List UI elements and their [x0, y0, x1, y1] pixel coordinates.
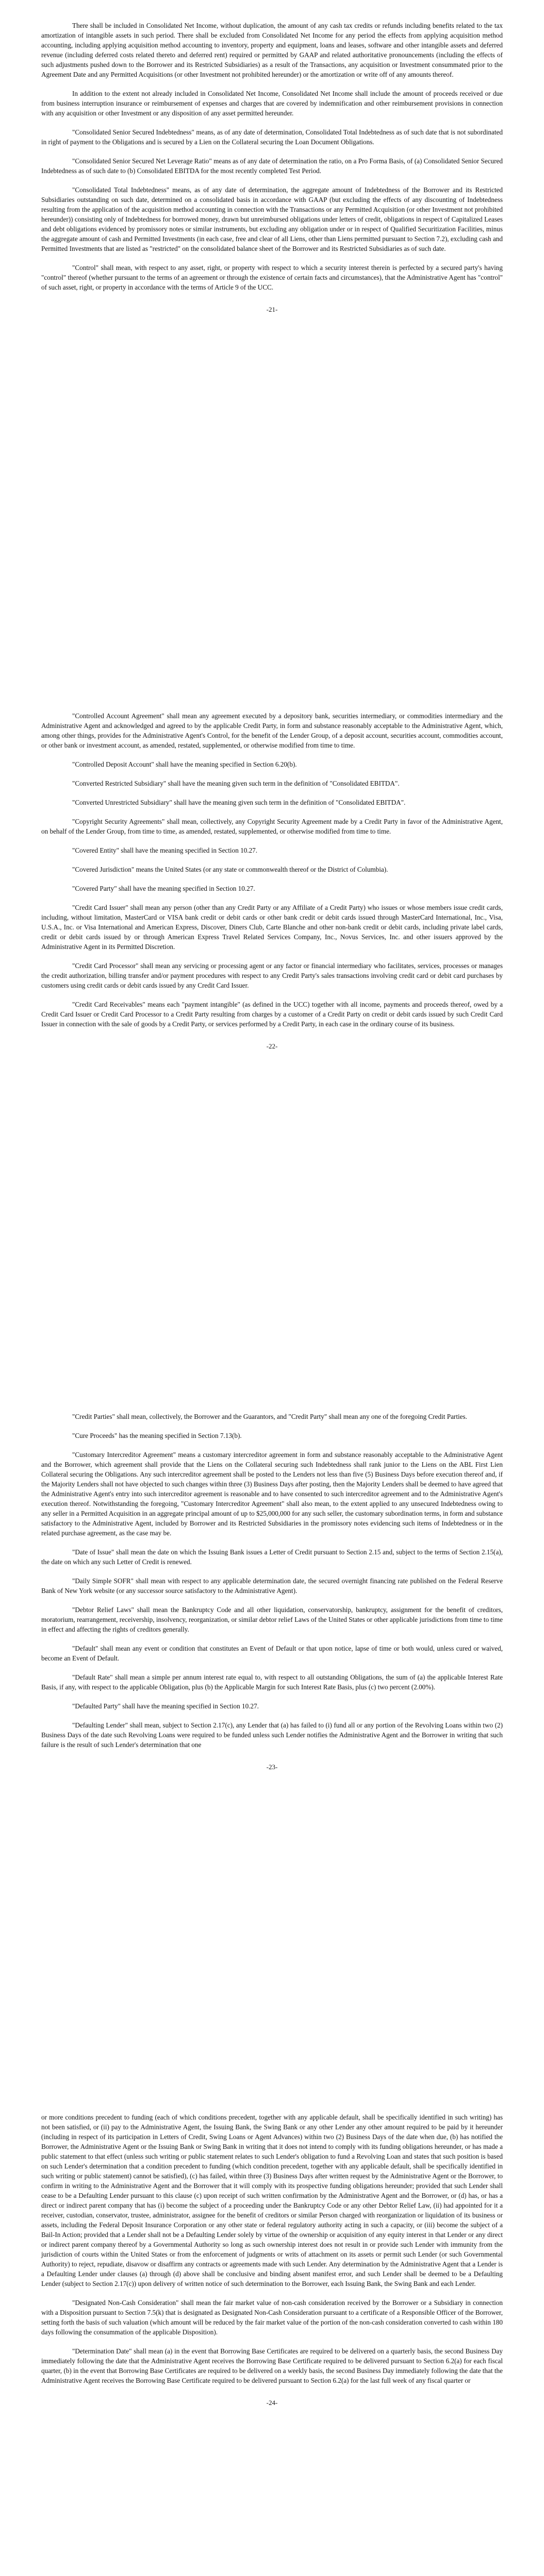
paragraph: There shall be included in Consolidated Net Income, without duplication, the amount of any cash tax credits or refunds including benefits related to the tax amortization of intangible assets in such period. There shall be excluded from Consolidated Net Income for any period the effects from applying acquisition method accounting, including applying acquisition method accounting to inventory, property and equipment, loans and leases, software and other intangible assets and deferred revenue (including deferred costs related thereto and deferred rent) required or permitted by GAAP and related authoritative pronouncements (including the effects of such adjustments pushed down to the Borrower and its Restricted Subsidiaries) as a result of the Transactions, any acquisition or Investment consummated prior to the Agreement Date and any Permitted Acquisitions (or other Investment not prohibited hereunder) or the amortization or write off of any amounts thereof.	[41, 22, 503, 78]
paragraph: In addition to the extent not already included in Consolidated Net Income, Consolidated Net Income shall include the amount of proceeds received or due from business interruption insurance or reimbursement of expenses and charges that are covered by indemnification and other reimbursement provisions in connection with any acquisition or other Investment or any disposition of any asset permitted hereunder.	[41, 90, 503, 117]
definition-paragraph: "Designated Non-Cash Consideration" shall mean the fair market value of non-cash consideration received by the Borrower or a Subsidiary in connection with a Disposition pursuant to Section 7.5(k) that is designated as Designated Non-Cash Consideration pursuant to a certificate of a Responsible Officer of the Borrower, setting forth the basis of such valuation (which amount will be reduced by the fair market value of the portion of the non-cash consideration converted to cash within 180 days following the consummation of the applicable Disposition).	[41, 2299, 503, 2336]
definition-paragraph: "Determination Date" shall mean (a) in the event that Borrowing Base Certificates are required to be delivered on a quarterly basis, the second Business Day immediately following the date that the Administrative Agent receives the Borrowing Base Certificate required to be delivered pursuant to Section 6.2(a) for each fiscal quarter, (b) in the event that Borrowing Base Certificates are required to be delivered on a weekly basis, the second Business Day immediately following the date that the Administrative Agent receives the Borrowing Base Certificate required to be delivered pursuant to Section 6.2(a) for the last full week of any fiscal quarter or	[41, 2347, 503, 2384]
definition-paragraph: "Default Rate" shall mean a simple per annum interest rate equal to, with respect to all outstanding Obligations, the sum of (a) the applicable Interest Rate Basis, if any, with respect to the applicable Obligation, plus (b) the Applicable Margin for such Interest Rate Basis, plus (c) two percent (2.00%).	[41, 1673, 503, 1691]
definition-paragraph: "Customary Intercreditor Agreement" means a customary intercreditor agreement in form and substance reasonably acceptable to the Administrative Agent and the Borrower, which agreement shall provide that the Liens on the Collateral securing such Indebtedness shall rank junior to the Liens on the ABL First Lien Collateral securing the Obligations. Any such intercreditor agreement shall be posted to the Lenders not less than five (5) Business Days before execution thereof and, if the Majority Lenders shall not have objected to such changes within three (3) Business Days after posting, then the Majority Lenders shall be deemed to have agreed that the Administrative Agent's entry into such intercreditor agreement is reasonable and to have consented to such intercreditor agreement and to the Administrative Agent's execution thereof. Notwithstanding the foregoing, "Customary Intercreditor Agreement" shall also mean, to the extent applied to any unsecured Indebtedness owing to any seller in a Permitted Acquisition in an aggregate principal amount of up to $25,000,000 for any such seller, the customary subordination terms, in form and substance satisfactory to the Administrative Agent, included by Borrower and its Restricted Subsidiaries in the promissory notes evidencing such items of Indebtedness or in the related purchase agreement, as the case may be.	[41, 1451, 503, 1537]
page-number: -24-	[266, 2399, 278, 2406]
definition-paragraph: "Daily Simple SOFR" shall mean with respect to any applicable determination date, the secured overnight financing rate published on the Federal Reserve Bank of New York website (or any successor source satisfactory to the Administrative Agent).	[41, 1577, 503, 1595]
definition-paragraph: "Consolidated Total Indebtedness" means, as of any date of determination, the aggregate amount of Indebtedness of the Borrower and its Restricted Subsidiaries outstanding on such date, determined on a consolidated basis in accordance with GAAP (but excluding the effects of any discounting of Indebtedness resulting from the application of the acquisition method accounting in connection with the Transactions or any Permitted Acquisition (or other Investment not prohibited hereunder)) consisting only of Indebtedness for borrowed money, drawn but unreimbursed obligations under letters of credit, obligations in respect of Capitalized Leases and debt obligations evidenced by promissory notes or similar instruments, but excluding any obligation under or in respect of Qualified Securitization Facilities, minus the aggregate amount of cash and Permitted Investments (in each case, free and clear of all Liens, other than Liens permitted pursuant to Section 7.2), excluding cash and Permitted Investments that are listed as "restricted" on the consolidated balance sheet of the Borrower and its Restricted Subsidiaries as of such date.	[41, 186, 503, 252]
definition-paragraph: "Covered Entity" shall have the meaning specified in Section 10.27.	[72, 846, 258, 854]
document-page-22	[0, 711, 544, 1050]
definition-paragraph: "Credit Card Issuer" shall mean any person (other than any Credit Party or any Affiliate of a Credit Party) who issues or whose members issue credit cards, including, without limitation, MasterCard or VISA bank credit or debit cards or other bank credit or debit cards issued through MasterCard International, Inc., Visa, U.S.A., Inc. or Visa International and American Express, Discover, Diners Club, Carte Blanche and other non-bank credit or debit cards, including private label cards, credit or debit cards issued by or through American Express Travel Related Services Company, Inc., Novus Services, Inc. and other issuers approved by the Administrative Agent in its Permitted Discretion.	[41, 904, 503, 951]
definition-paragraph: "Credit Card Receivables" means each "payment intangible" (as defined in the UCC) together with all income, payments and proceeds thereof, owed by a Credit Card Issuer or Credit Card Processor to a Credit Party resulting from charges by a customer of a Credit Party on credit or debit cards issued by such Credit Card Issuer in connection with the sale of goods by a Credit Party, or services performed by a Credit Party, in each case in the ordinary course of its business.	[41, 1001, 503, 1028]
definition-paragraph: "Consolidated Senior Secured Net Leverage Ratio" means as of any date of determination the ratio, on a Pro Forma Basis, of (a) Consolidated Senior Secured Indebtedness as of such date to (b) Consolidated EBITDA for the most recently completed Test Period.	[41, 157, 503, 175]
page-number: -23-	[266, 1763, 278, 1771]
document-page-21	[0, 21, 544, 314]
definition-paragraph: "Date of Issue" shall mean the date on which the Issuing Bank issues a Letter of Credit pursuant to Section 2.15 and, subject to the terms of Section 2.15(a), the date on which any such Letter of Credit is renewed.	[41, 1548, 503, 1566]
definition-paragraph: "Credit Card Processor" shall mean any servicing or processing agent or any factor or financial intermediary who facilitates, services, processes or manages the credit authorization, billing transfer and/or payment procedures with respect to any Credit Party's sales transactions involving credit card or debit card purchases by customers using credit cards or debit cards issued by any Credit Card Issuer.	[41, 962, 503, 989]
definition-paragraph: "Controlled Account Agreement" shall mean any agreement executed by a depository bank, securities intermediary, or commodities intermediary and the Administrative Agent and acknowledged and agreed to by the applicable Credit Party, in form and substance reasonably acceptable to the Administrative Agent, which, among other things, provides for the Administrative Agent's Control, for the benefit of the Lender Group, of a deposit account, securities account, commodities account, or other bank or investment account, as amended, restated, supplemented, or otherwise modified from time to time.	[41, 712, 503, 749]
definition-paragraph: "Controlled Deposit Account" shall have the meaning specified in Section 6.20(b).	[72, 760, 297, 768]
page-number: -22-	[266, 1042, 278, 1050]
definition-paragraph: "Control" shall mean, with respect to any asset, right, or property with respect to which a security interest therein is perfected by a secured party's having "control" thereof (whether pursuant to the terms of an agreement or through the existence of certain facts and circumstances), that the Administrative Agent has "control" of such asset, right, or property in accordance with the terms of Article 9 of the UCC.	[41, 264, 503, 291]
definition-paragraph: "Covered Party" shall have the meaning specified in Section 10.27.	[72, 885, 255, 892]
definition-paragraph: "Converted Unrestricted Subsidiary" shall have the meaning given such term in the definition of "Consolidated EBITDA".	[72, 799, 406, 806]
definition-paragraph: "Defaulted Party" shall have the meaning specified in Section 10.27.	[72, 1702, 259, 1710]
definition-paragraph: "Consolidated Senior Secured Indebtedness" means, as of any date of determination, Consolidated Total Indebtedness as of such date that is not subordinated in right of payment to the Obligations and is secured by a Lien on the Collateral securing the Loan Document Obligations.	[41, 128, 503, 146]
definition-paragraph: "Credit Parties" shall mean, collectively, the Borrower and the Guarantors, and "Credit Party" shall mean any one of the foregoing Credit Parties.	[72, 1413, 467, 1420]
paragraph: or more conditions precedent to funding (each of which conditions precedent, together with any applicable default, shall be specifically identified in such writing) has not been satisfied, or (ii) pay to the Administrative Agent, the Issuing Bank, the Swing Bank or any other Lender any other amount required to be paid by it hereunder (including in respect of its participation in Letters of Credit, Swing Loans or Agent Advances) within two (2) Business Days of the date when due, (b) has notified the Borrower, the Administrative Agent or the Issuing Bank or Swing Bank in writing that it does not intend to comply with its funding obligations hereunder, or has made a public statement to that effect (unless such writing or public statement relates to such Lender's obligation to fund a Revolving Loan and states that such position is based on such Lender's determination that a condition precedent to funding (which condition precedent, together with any applicable default, shall be specifically identified in such writing or public statement) cannot be satisfied), (c) has failed, within three (3) Business Days after written request by the Administrative Agent or the Borrower, to confirm in writing to the Administrative Agent and the Borrower that it will comply with its prospective funding obligations hereunder; provided that such Lender shall cease to be a Defaulting Lender pursuant to this clause (c) upon receipt of such written confirmation by the Administrative Agent and the Borrower, or (d) has, or has a direct or indirect parent company that has (i) become the subject of a proceeding under the Bankruptcy Code or any other Debtor Relief Law, (ii) had appointed for it a receiver, custodian, conservator, trustee, administrator, assignee for the benefit of creditors or similar Person charged with reorganization or liquidation of its business or assets, including the Federal Deposit Insurance Corporation or any other state or federal regulatory authority acting in such a capacity, or (iii) become the subject of a Bail-In Action; provided that a Lender shall not be a Defaulting Lender solely by virtue of the ownership or acquisition of any equity interest in that Lender or any direct or indirect parent company thereof by a Governmental Authority so long as such ownership interest does not result in or provide such Lender with immunity from the jurisdiction of courts within the United States or from the enforcement of judgments or writs of attachment on its assets or permit such Lender (or such Governmental Authority) to reject, repudiate, disavow or disaffirm any contracts or agreements made with such Lender. Any determination by the Administrative Agent that a Lender is a Defaulting Lender under clauses (a) through (d) above shall be conclusive and binding absent manifest error, and such Lender shall be deemed to be a Defaulting Lender (subject to Section 2.17(c)) upon delivery of written notice of such determination to the Borrower, each Issuing Bank, the Swing Bank and each Lender.	[41, 2113, 503, 2287]
definition-paragraph: "Cure Proceeds" has the meaning specified in Section 7.13(b).	[72, 1432, 242, 1439]
document-page-24	[0, 2112, 544, 2407]
definition-paragraph: "Defaulting Lender" shall mean, subject to Section 2.17(c), any Lender that (a) has failed to (i) fund all or any portion of the Revolving Loans within two (2) Business Days of the date such Revolving Loans were required to be funded unless such Lender notifies the Administrative Agent and the Borrower in writing that such failure is the result of such Lender's determination that one	[41, 1721, 503, 1749]
definition-paragraph: "Covered Jurisdiction" means the United States (or any state or commonwealth thereof or the District of Columbia).	[72, 866, 388, 873]
document-page-23	[0, 1412, 544, 1771]
page-number: -21-	[266, 306, 278, 313]
definition-paragraph: "Converted Restricted Subsidiary" shall have the meaning given such term in the definition of "Consolidated EBITDA".	[72, 779, 400, 787]
definition-paragraph: "Default" shall mean any event or condition that constitutes an Event of Default or that upon notice, lapse of time or both would, unless cured or waived, become an Event of Default.	[41, 1645, 503, 1662]
definition-paragraph: "Copyright Security Agreements" shall mean, collectively, any Copyright Security Agreement made by a Credit Party in favor of the Administrative Agent, on behalf of the Lender Group, from time to time, as amended, restated, supplemented, or otherwise modified from time to time.	[41, 818, 503, 835]
definition-paragraph: "Debtor Relief Laws" shall mean the Bankruptcy Code and all other liquidation, conservatorship, bankruptcy, assignment for the benefit of creditors, moratorium, rearrangement, receivership, insolvency, reorganization, or similar debtor relief Laws of the United States or other applicable jurisdictions from time to time in effect and affecting the rights of creditors generally.	[41, 1606, 503, 1633]
